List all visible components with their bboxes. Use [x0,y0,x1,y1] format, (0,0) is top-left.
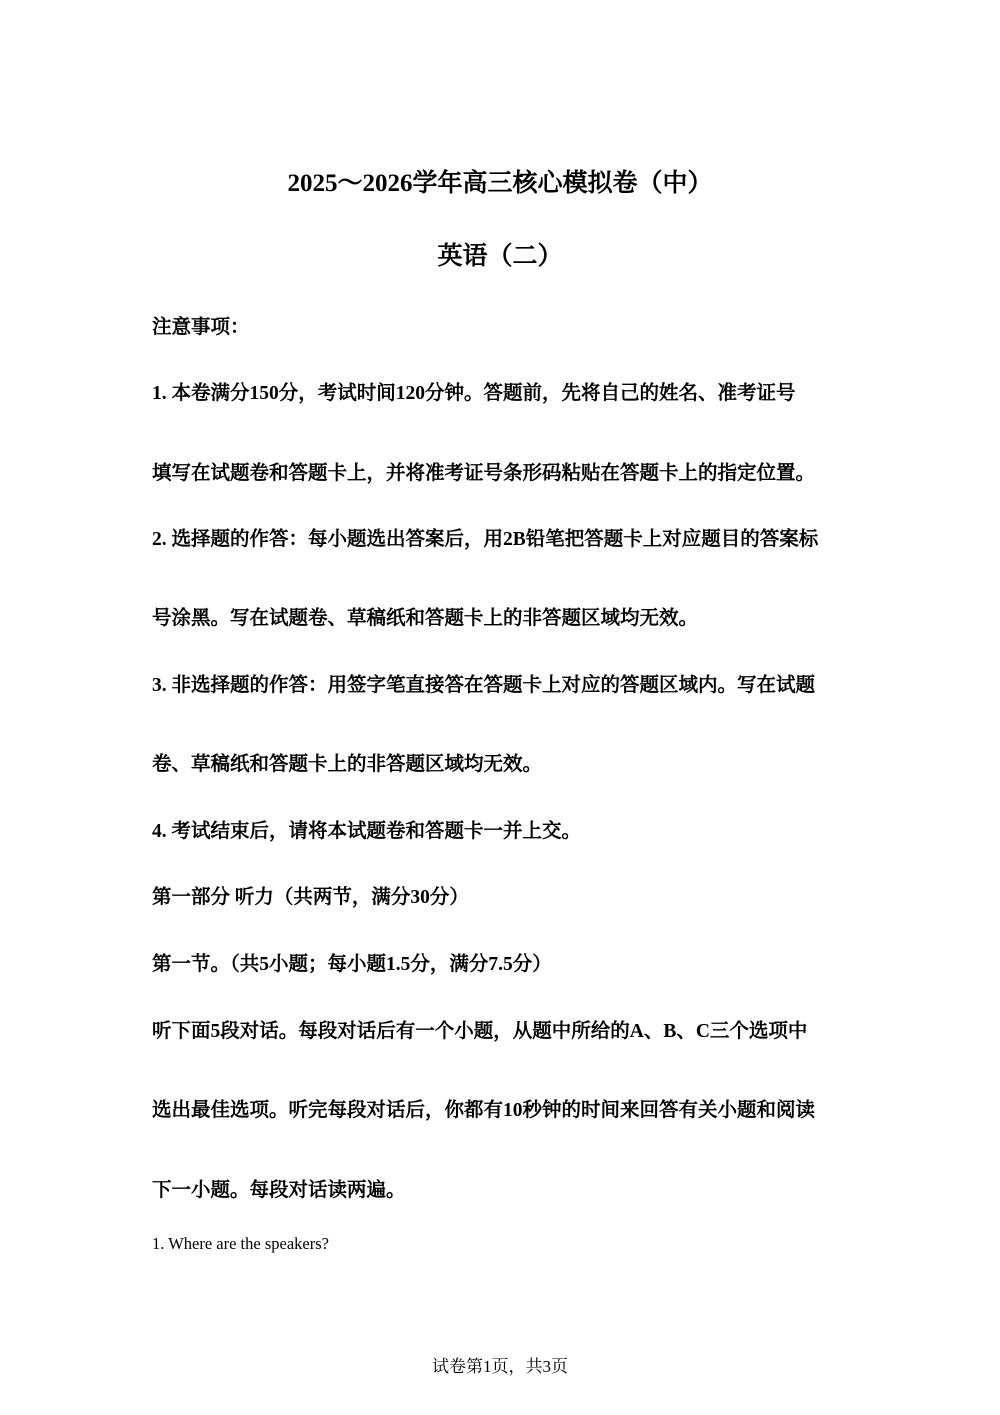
exam-title: 2025～2026学年高三核心模拟卷（中） [287,170,713,197]
instruction-line: 选出最佳选项。听完每段对话后，你都有10秒钟的时间来回答有关小题和阅读 [152,1100,816,1121]
instruction-line: 听下面5段对话。每段对话后有一个小题，从题中所给的A、B、C三个选项中 [152,1021,808,1042]
page-footer: 试卷第1页，共3页 [432,1357,568,1376]
notice-line: 4. 考试结束后，请将本试题卷和答题卡一并上交。 [152,821,582,842]
question-1: 1. Where are the speakers? [152,1234,329,1253]
exam-subtitle: 英语（二） [437,243,563,270]
notice-line: 填写在试题卷和答题卡上，并将准考证号条形码粘贴在答题卡上的指定位置。 [152,463,816,484]
notice-line: 3. 非选择题的作答：用签字笔直接答在答题卡上对应的答题区域内。写在试题 [152,675,816,696]
notice-line: 2. 选择题的作答：每小题选出答案后，用2B铅笔把答题卡上对应题目的答案标 [152,529,819,550]
notice-line: 号涂黑。写在试题卷、草稿纸和答题卡上的非答题区域均无效。 [152,608,699,629]
section-heading: 第一节。（共5小题；每小题1.5分，满分7.5分） [152,954,552,975]
part-heading: 第一部分 听力（共两节，满分30分） [152,887,469,908]
notice-line: 1. 本卷满分150分，考试时间120分钟。答题前，先将自己的姓名、准考证号 [152,383,796,404]
instruction-line: 下一小题。每段对话读两遍。 [152,1180,406,1201]
notice-heading: 注意事项： [152,317,250,338]
notice-line: 卷、草稿纸和答题卡上的非答题区域均无效。 [152,754,543,775]
